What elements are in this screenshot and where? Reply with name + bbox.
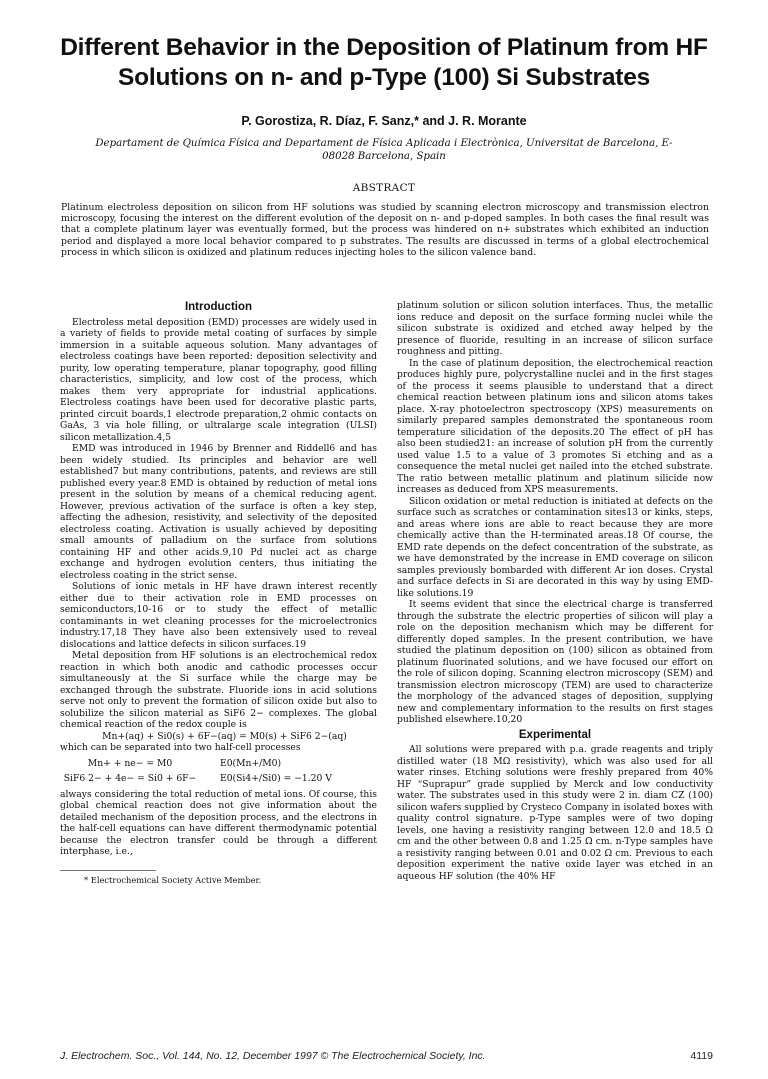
equation-left: SiF6 2− + 4e− = Si0 + 6F− xyxy=(63,773,197,784)
intro-paragraph: always considering the total reduction of metal ions. Of course, this global chemical reaction does not give information about the detailed mechanism of the deposition process, and the electrons in the half-cell equations can have different thermodynamic potential because the electron transfer could be through a different interphase, i.e., xyxy=(60,788,377,857)
intro-paragraph: It seems evident that since the electrical charge is transferred through the substrate the electric properties of silicon will play a role on the deposition mechanism which may be different for differently doped samples. In the present contribution, we have studied the platinum deposition on (100) silicon as obtained from platinum fluorinated solutions, and we have focused our effort on the role of silicon doping. Scanning electron microscopy (SEM) and transmission electron microscopy (TEM) are used to characterize the morphology of the advanced stages of deposition, supplying new and complementary information to the results on first stages published elsewhere.10,20 xyxy=(397,599,713,725)
page-footer xyxy=(60,1050,713,1062)
right-column xyxy=(397,300,713,882)
introduction-heading: Introduction xyxy=(184,301,253,313)
experimental-heading: Experimental xyxy=(518,728,592,741)
intro-paragraph: which can be separated into two half-cell processes xyxy=(60,742,301,753)
page-number: 4119 xyxy=(690,1050,713,1062)
equation-left: Mn+ + ne− = M0 xyxy=(87,757,173,769)
intro-paragraph: Electroless metal deposition (EMD) processes are widely used in a variety of fields to provide metal coating of surfaces by simple immersion in a suitable aqueous solution. Many advantages of electroless coatings have been reported: deposition selectivity and purity, low operating temperature, planar topography, good filling characteristics, simplicity, and low cost of the process, which makes them very appropriate for industrial applications. Electroless coatings have been used for decorative plastic parts, printed circuit boards,1 electrode preparation,2 ohmic contacts on GaAs, 3 via hole filling, or ultralarge scale integration (ULSI) silicon metallization.4,5 xyxy=(60,316,377,443)
left-column xyxy=(60,300,377,886)
intro-paragraph: platinum solution or silicon solution interfaces. Thus, the metallic ions reduce and deposit on the surface forming nuclei while the silicon substrate is oxidized and etched away helped by the presence of fluoride, resulting in an increase of silicon surface roughness and pitting. xyxy=(397,300,713,357)
abstract-heading: ABSTRACT xyxy=(352,182,416,194)
redox-equation: Mn+(aq) + Si0(s) + 6F−(aq) = M0(s) + SiF6 2−(aq) xyxy=(102,730,347,742)
intro-paragraph: Silicon oxidation or metal reduction is initiated at defects on the surface such as scratches or contamination sites13 or kinks, steps, and areas where ions are able to react because they are more chemically active than the H-terminated areas.18 Of course, the EMD rate depends on the defect concentration of the substrate, as we have demonstrated by the increase in EMD coverage on silicon samples previously bombarded with different Ar ion doses. Crystal and surface defects in Si are decorated in this way by using EMD-like solutions.19 xyxy=(397,495,713,599)
abstract-text: Platinum electroless deposition on silicon from HF solutions was studied by scanning electron microscopy and transmission electron microscopy, focusing the interest on the different evolution of the deposit on n- and p-doped samples. In both cases the final result was that a complete platinum layer was eventually formed, but the process was hindered on n+ substrates which exhibited an induction period and displayed a more local behavior compared to p substrates. The results are discussed in terms of a global electrochemical process in which silicon is oxidized and platinum reduces injecting holes to the silicon valence band. xyxy=(61,202,709,258)
half-cell-equation xyxy=(60,773,377,785)
paper-title: Different Behavior in the Deposition of Platinum from HF Solutions on n- and p-Type (100) Si Substrates xyxy=(60,34,708,91)
author-list: P. Gorostiza, R. Díaz, F. Sanz,* and J. R. Morante xyxy=(241,114,527,128)
intro-paragraph: In the case of platinum deposition, the electrochemical reaction produces highly pure, polycrystalline nuclei and in the first stages of the process it seems plausible to understand that a direct chemical reaction between platinum ions and silicon atoms takes place. X-ray photoelectron spectroscopy (XPS) measurements on similarly prepared samples demonstrated the spontaneous room temperature silicidation of the deposits.20 The effect of pH has also been studied21: an increase of solution pH from the currently used value 1.5 to a value of 3 promotes Si etching and as a consequence the metal nuclei get nailed into the etched substrate. The ratio between metallic platinum and platinum silicide now increases as deduced from XPS measurements. xyxy=(397,357,713,495)
equation-potential: E0(Si4+/Si0) = −1.20 V xyxy=(220,773,332,784)
journal-citation: J. Electrochem. Soc., Vol. 144, No. 12, December 1997 © The Electrochemical Society, Inc. xyxy=(60,1050,486,1062)
footnote: * Electrochemical Society Active Member. xyxy=(84,874,262,885)
experimental-paragraph: All solutions were prepared with p.a. grade reagents and triply distilled water (18 MΩ resistivity), which was also used for all water rinses. Etching solutions were freshly prepared from 40% HF “Suprapur” grade supplied by Merck and low conductivity water. The substrates used in this study were 2 in. diam CZ (100) silicon wafers supplied by Crysteco Company in isolated boxes with quality control signature. p-Type samples were of two doping levels, one having a resistivity ranging between 12.0 and 18.5 Ω cm and the other between 0.8 and 1.25 Ω cm. n-Type samples have a resistivity ranging between 0.01 and 0.02 Ω cm. Previous to each deposition experiment the native oxide layer was etched in an aqueous HF solution (the 40% HF xyxy=(397,744,713,882)
equation-potential: E0(Mn+/M0) xyxy=(220,757,282,769)
half-cell-equation xyxy=(60,758,377,770)
intro-paragraph: Solutions of ionic metals in HF have drawn interest recently either due to their activation role in EMD processes on semiconductors,10-16 or to study the effect of metallic contaminants in wet cleaning processes for the microelectronics industry.17,18 They have also been extensively used to reveal dislocations and lattice defects in silicon surfaces.19 xyxy=(60,581,377,650)
affiliation: Departament de Química Física and Departament de Física Aplicada i Electrònica, Universitat de Barcelona, E-08028 Barcelona, Spain xyxy=(95,138,673,162)
intro-paragraph: EMD was introduced in 1946 by Brenner and Riddell6 and has been widely studied. Its principles and behavior are well established7 but many contributions, patents, and reviews are still published every year.8 EMD is obtained by reduction of metal ions present in the solution by means of a chemical reducing agent. However, previous activation of the surface is often a key step, affecting the adhesion, resistivity, and selectivity of the deposited electroless coating. Activation is usually achieved by depositing small amounts of palladium on the surface from solutions containing HF and other acids.9,10 Pd nuclei act as charge exchange and hydrogen evolution centers, thus initiating the electroless coating in the strict sense. xyxy=(60,443,377,581)
footnote-divider xyxy=(60,870,156,871)
intro-paragraph: Metal deposition from HF solutions is an electrochemical redox reaction in which both anodic and cathodic processes occur simultaneously at the Si surface while the charge may be exchanged through the substrate. Fluoride ions in acid solutions serve not only to prevent the formation of silicon oxide but also to solubilize the silicon material as SiF6 2− complexes. The global chemical reaction of the redox couple is xyxy=(60,650,377,730)
